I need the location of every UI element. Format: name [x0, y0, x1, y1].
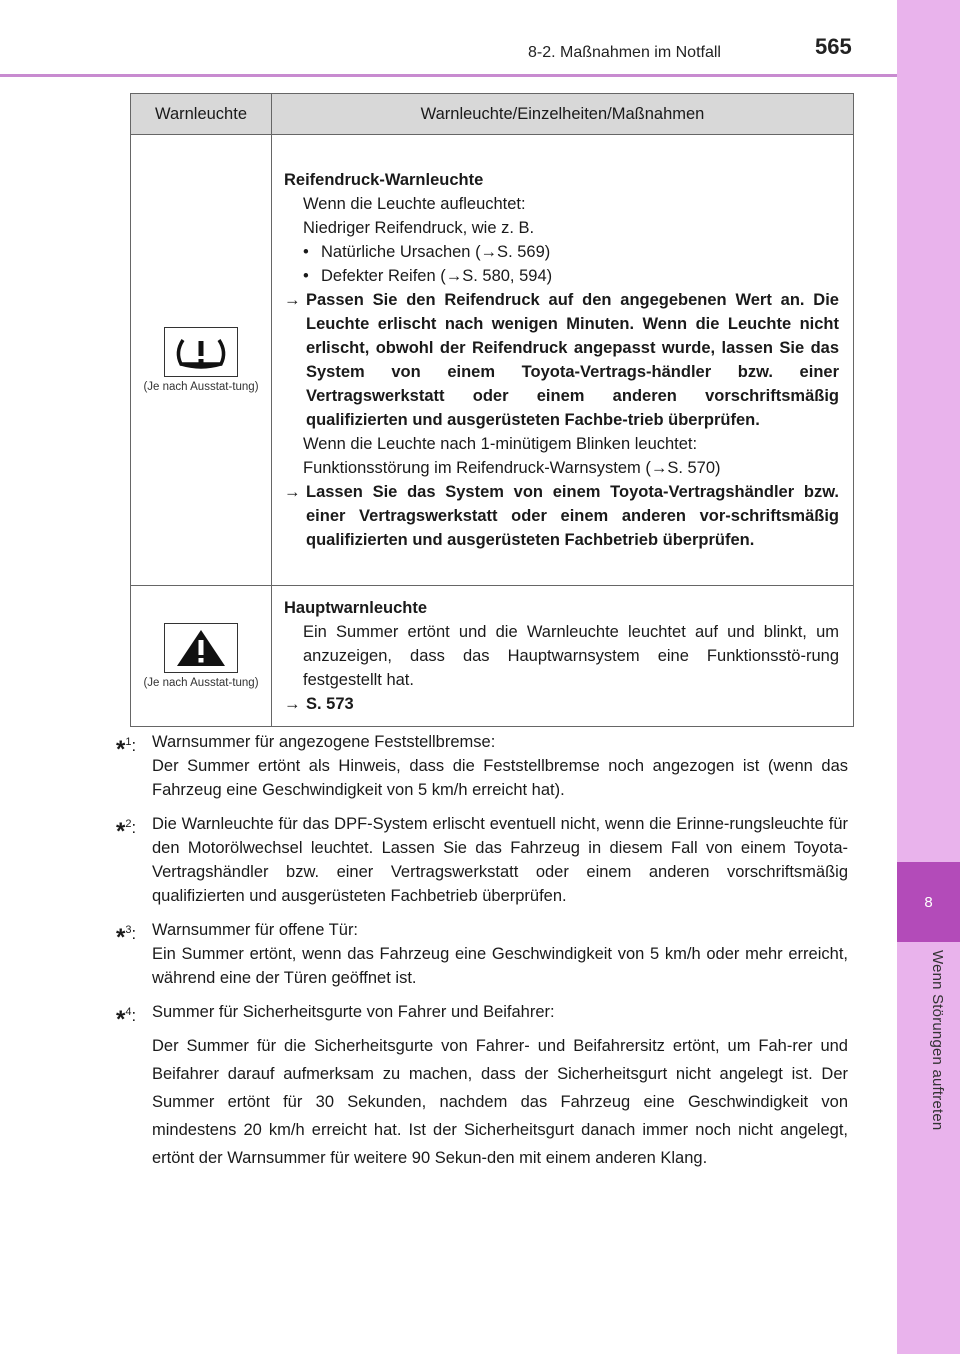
chapter-tab: 8 [897, 862, 960, 942]
footnote [116, 918, 848, 990]
icon-cell [131, 586, 272, 727]
icon-note: (Je nach Ausstat-tung) [143, 380, 259, 393]
column-header-light: Warnleuchte [131, 94, 272, 135]
icon-cell [131, 135, 272, 586]
action-text: → Passen Sie den Reifendruck auf den angegebenen Wert an. Die Leuchte erlischt nach wenigen Minuten. Wenn die Leuchte nicht erlischt, obwohl der Reifendruck angepasst wurde, lassen Sie das System von einem Toyota-Vertrags-händler bzw. einer Vertragswerkstatt oder einem anderen vorschriftsmäßig qualifizierten und ausgerüsteten Fachbe-trieb überprüfen. [284, 288, 839, 432]
details-cell [272, 135, 854, 586]
icon-note: (Je nach Ausstat-tung) [143, 676, 259, 689]
bullet-mark: • [303, 243, 309, 261]
table-header-row [131, 94, 854, 135]
condition-text: Wenn die Leuchte nach 1-minütigem Blinken leuchtet: [303, 435, 698, 453]
cause-text: Funktionsstörung im Reifendruck-Warnsystem (→S. 570) [303, 459, 721, 477]
action-text: → S. 573 [284, 692, 839, 716]
footnote-mark: *$^4$: [116, 1006, 137, 1033]
table-row [131, 586, 854, 727]
footnotes [116, 730, 848, 1182]
footnote-mark: *$^1$: [116, 736, 137, 763]
footnote [116, 812, 848, 908]
footnote-text: Der Summer ertönt als Hinweis, dass die Feststellbremse noch angezogen ist (wenn das Fahrzeug eine Geschwindigkeit von 5 km/h erreicht hat). [152, 757, 848, 799]
footnote [116, 1000, 848, 1172]
header-rule [0, 74, 897, 77]
warning-light-table [130, 93, 854, 727]
condition-text: Wenn die Leuchte aufleuchtet: [303, 195, 526, 213]
footnote [116, 730, 848, 802]
table-row [131, 135, 854, 586]
bullet-mark: • [303, 267, 309, 285]
master-warning-triangle-icon [164, 623, 238, 673]
arrow-icon: → [284, 695, 301, 713]
condition-text: Ein Summer ertönt und die Warnleuchte leuchtet auf und blinkt, um anzuzeigen, dass das Hauptwarnsystem eine Funktionsstö-rung festgestellt hat. [303, 623, 839, 689]
tire-pressure-warning-icon [164, 327, 238, 377]
action-text: → Lassen Sie das System von einem Toyota-Vertragshändler bzw. einer Vertragswerkstatt oder einem anderen vor-schriftsmäßig qualifizierten und ausgerüsteten Fachbetrieb überprüfen. [284, 480, 839, 552]
footnote-mark: *$^3$: [116, 924, 137, 951]
footnote-text: Ein Summer ertönt, wenn das Fahrzeug eine Geschwindigkeit von 5 km/h oder mehr erreicht, während eine der Türen geöffnet ist. [152, 945, 848, 987]
footnote-title: Warnsummer für angezogene Feststellbremse: [152, 733, 496, 751]
row-title: Hauptwarnleuchte [284, 599, 428, 617]
footnote-text: Die Warnleuchte für das DPF-System erlischt eventuell nicht, wenn die Erinne-rungsleuchte für den Motorölwechsel leuchtet. Lassen Sie das Fahrzeug in diesem Fall von einem Toyota-Vertragshändler bzw. einer Vertragswerkstatt oder einem anderen vorschriftsmäßig qualifizierten und ausgerüsteten Fachbetrieb überprüfen. [152, 815, 848, 905]
page-number: 565 [815, 34, 852, 59]
list-item: • Defekter Reifen (→S. 580, 594) [284, 264, 839, 288]
footnote-text: Der Summer für die Sicherheitsgurte von Fahrer- und Beifahrersitz ertönt, um Fah-rer und Beifahrer darauf aufmerksam zu machen, dass der Sicherheitsgurt nicht angelegt ist. Der Summer ertönt für 30 Sekunden, nachdem das Fahrzeug eine Geschwindigkeit von mindestens 20 km/h erreicht hat. Ist der Sicherheitsgurt danach immer noch nicht angelegt, ertönt der Warnsummer für weitere 90 Sekun-den mit einem anderen Klang. [152, 1037, 848, 1167]
column-header-details: Warnleuchte/Einzelheiten/Maßnahmen [272, 94, 854, 135]
chapter-label: Wenn Störungen auftreten [929, 950, 946, 1131]
arrow-icon: → [284, 483, 301, 501]
section-title: 8-2. Maßnahmen im Notfall [528, 44, 721, 61]
cause-text: Niedriger Reifendruck, wie z. B. [303, 219, 535, 237]
footnote-title: Warnsummer für offene Tür: [152, 921, 359, 939]
row-title: Reifendruck-Warnleuchte [284, 171, 484, 189]
details-cell [272, 586, 854, 727]
list-item: • Natürliche Ursachen (→S. 569) [284, 240, 839, 264]
arrow-icon: → [284, 291, 301, 309]
footnote-mark: *$^2$: [116, 818, 137, 845]
footnote-title: Summer für Sicherheitsgurte von Fahrer und Beifahrer: [152, 1003, 555, 1021]
